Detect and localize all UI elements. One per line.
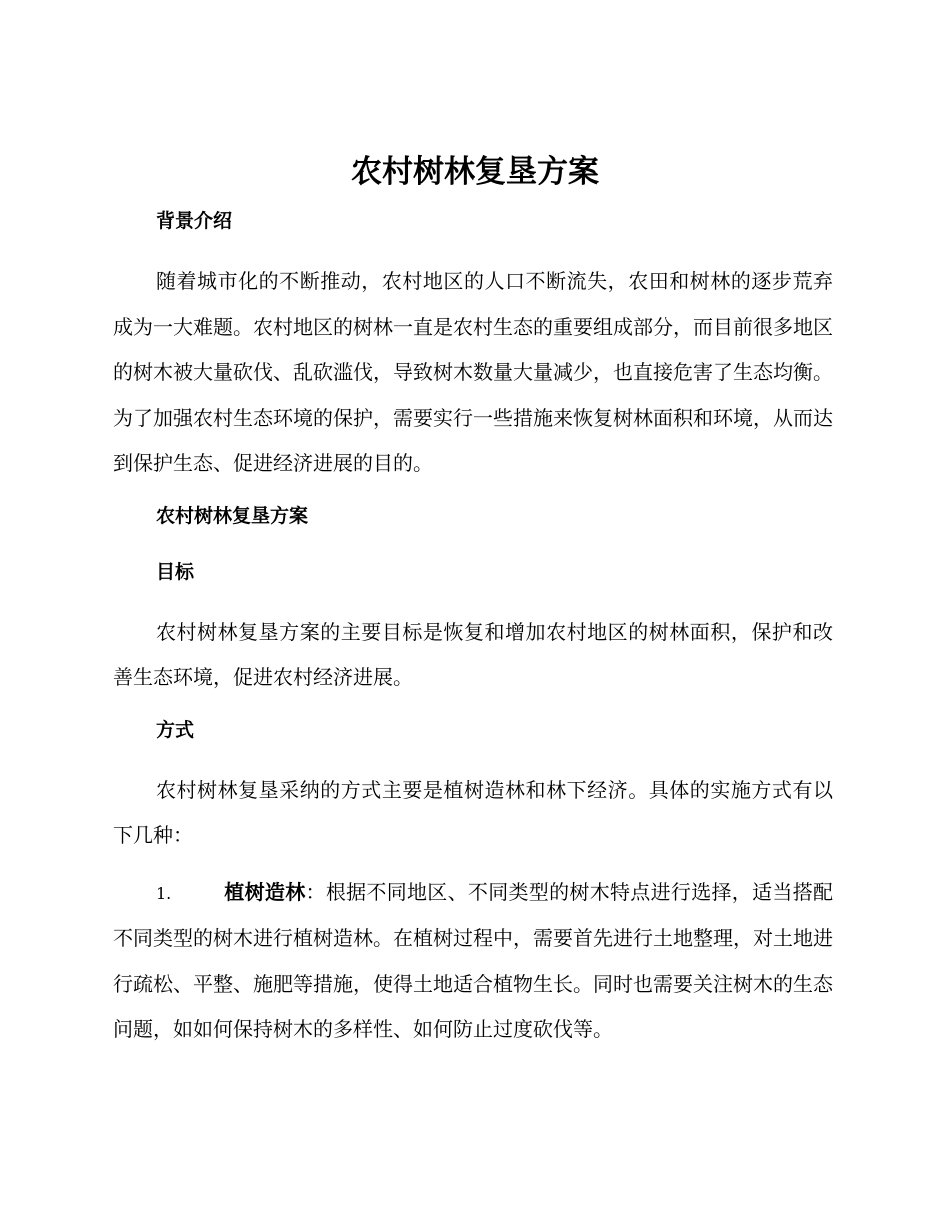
- list-item-separator: ：: [305, 879, 326, 904]
- section-heading-background: 背景介绍: [156, 210, 233, 232]
- list-item: [113, 870, 833, 1053]
- document-body: [113, 203, 833, 1053]
- section-heading-plan: 农村树林复垦方案: [156, 504, 309, 527]
- section-paragraph-method: 农村树林复垦采纳的方式主要是植树造林和林下经济。具体的实施方式有以下几种：: [113, 777, 833, 847]
- document-title: 农村树林复垦方案: [351, 154, 599, 190]
- list-item-term: 植树造林: [224, 879, 306, 904]
- section-paragraph-goal: 农村树林复垦方案的主要目标是恢复和增加农村地区的树林面积，保护和改善生态环境，促进农村经济进展。: [113, 619, 833, 689]
- section-heading-goal: 目标: [156, 560, 195, 583]
- section-heading-method: 方式: [156, 718, 195, 741]
- list-item-text: 根据不同地区、不同类型的树木特点进行选择，适当搭配不同类型的树木进行植树造林。在植树过程中，需要首先进行土地整理，对土地进行疏松、平整、施肥等措施，使得土地适合植物生长。同时也需要关注树木的生态问题，如如何保持树木的多样性、如何防止过度砍伐等。: [113, 879, 834, 1041]
- section-paragraph-background: 随着城市化的不断推动，农村地区的人口不断流失，农田和树林的逐步荒弃成为一大难题。农村地区的树林一直是农村生态的重要组成部分，而目前很多地区的树木被大量砍伐、乱砍滥伐，导致树木数量大量减少，也直接危害了生态均衡。为了加强农村生态环境的保护，需要实行一些措施来恢复树林面积和环境，从而达到保护生态、促进经济进展的目的。: [113, 269, 833, 475]
- list-item-number: 1.: [156, 883, 172, 903]
